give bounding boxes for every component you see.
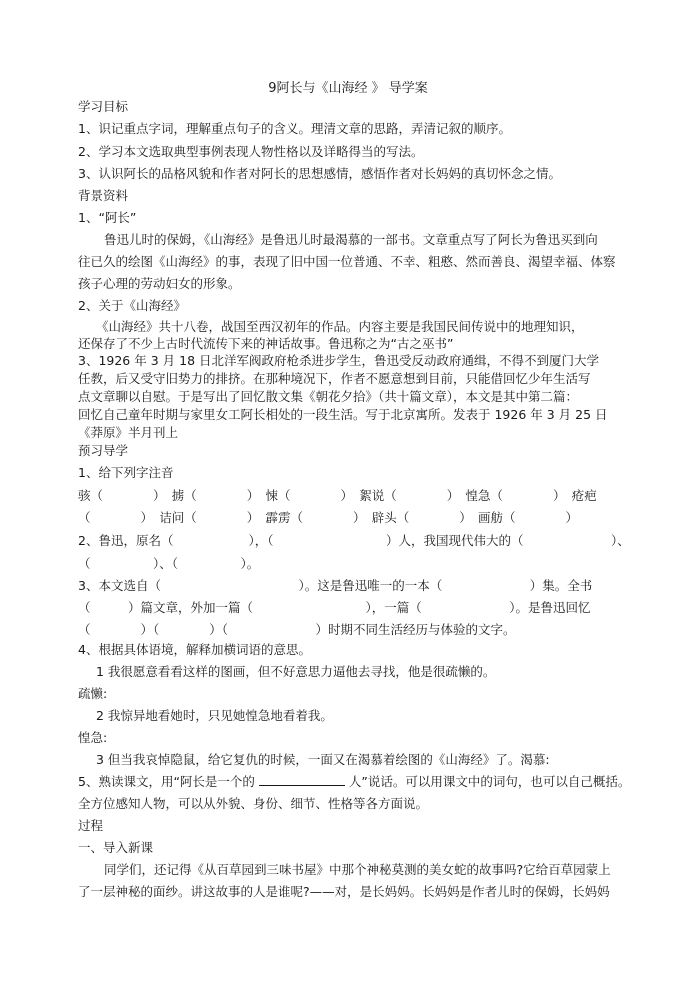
process-step-1: 一、导入新课 [78, 840, 154, 855]
paragraph-line: 回忆自己童年时期与家里女工阿长相处的一段生活。写于北京寓所。发表于 1926 年 3 月 25 日 [78, 407, 608, 422]
paragraph-line: 还保存了不少上古时代流传下来的神话故事。鲁迅称之为“古之巫书” [78, 336, 454, 351]
paragraph-line: 往已久的绘图《山海经》的事，表现了旧中国一位普通、不幸、粗憨、然而善良、渴望幸福、体察 [78, 254, 616, 269]
paragraph-line: 任教，后又受守旧势力的排挤。在那种境况下，作者不愿意想到目前，只能借回忆少年生活写 [78, 371, 591, 386]
objective-1: 1、识记重点字词，理解重点句子的含义。理清文章的思路，弄清记叙的顺序。 [78, 121, 511, 136]
paragraph-line: 孩子心理的劳动妇女的形象。 [78, 276, 241, 291]
exercise-5 [78, 774, 638, 789]
background-item-3: 3、1926 年 3 月 18 日北洋军阀政府枪杀进步学生，鲁迅受反动政府通缉，不得不到厦门大学 [78, 353, 599, 368]
objective-3: 3、认识阿长的品格风貌和作者对阿长的思想感情，感悟作者对长妈妈的真切怀念之情。 [78, 166, 561, 181]
exercise-3: 3、本文选自（ ）。这是鲁迅唯一的一本（ ）集。全书 [78, 578, 593, 593]
exercise-4-heading: 4、根据具体语境，解释加横词语的意思。 [78, 642, 311, 657]
paragraph-line: 点文章聊以自慰。于是写出了回忆散文集《朝花夕拾》（共十篇文章），本文是其中第二篇： [78, 389, 579, 404]
paragraph-line: 鲁迅儿时的保姆，《山海经》是鲁迅儿时最渴慕的一部书。文章重点写了阿长为鲁迅买到向 [104, 232, 598, 247]
exercise-5-suffix: 人”说话。可以用课文中的词句，也可以自己概括。 [348, 774, 631, 789]
answer-blank [259, 774, 345, 786]
exercise-label: 惶急: [78, 730, 108, 745]
paragraph-line: 《山海经》共十八卷，战国至西汉初年的作品。内容主要是我国民间传说中的地理知识， [96, 319, 584, 334]
page-title: 9阿长与《山海经 》 导学案 [268, 81, 428, 96]
section-heading-preview: 预习导学 [78, 443, 129, 458]
section-heading-objectives: 学习目标 [78, 99, 129, 114]
exercise-label: 疏懒: [78, 686, 108, 701]
section-heading-process: 过程 [78, 818, 104, 833]
exercise-sentence: 1 我很愿意看看这样的图画，但不好意思力逼他去寻找，他是很疏懒的。 [96, 664, 496, 679]
exercise-line: （ ） 诘问（ ） 霹雳（ ） 辟头（ ） 画舫（ ） [78, 510, 579, 525]
exercise-sentence: 3 但当我哀悼隐鼠，给它复仇的时候，一面又在渴慕着绘图的《山海经》了。渴慕: [96, 752, 550, 767]
section-heading-background: 背景资料 [78, 188, 129, 203]
exercise-sentence: 2 我惊异地看她时，只见她惶急地看着我。 [96, 708, 333, 723]
objective-2: 2、学习本文选取典型事例表现人物性格以及详略得当的写法。 [78, 144, 424, 159]
background-item-2: 2、关于《山海经》 [78, 298, 186, 313]
exercise-line: （ ）（ ）（ ）时期不同生活经历与体验的文字。 [78, 622, 516, 637]
exercise-line: 全方位感知人物，可以从外貌、身份、细节、性格等各方面说。 [78, 796, 429, 811]
exercise-line: 骇（ ） 掳（ ） 悚（ ） 絮说（ ） 惶急（ ） 疮疤 [78, 488, 597, 503]
paragraph-line: 了一层神秘的面纱。讲这故事的人是谁呢?——对，是长妈妈。长妈妈是作者儿时的保姆，长妈妈 [78, 884, 610, 899]
exercise-line: （ ）篇文章，外加一篇（ ），一篇（ ）。是鲁迅回忆 [78, 600, 591, 615]
paragraph-line: 同学们，还记得《从百草园到三味书屋》中那个神秘莫测的美女蛇的故事吗?它给百草园蒙上 [104, 862, 611, 877]
background-item-1: 1、“阿长” [78, 210, 137, 225]
paragraph-line: 《莽原》半月刊上 [78, 425, 179, 440]
exercise-2: 2、鲁迅，原名（ ），（ ）人，我国现代伟大的（ ）、 [78, 533, 630, 548]
exercise-5-prefix: 5、熟读课文，用“阿长是一个的 [78, 774, 255, 789]
exercise-1-heading: 1、给下列字注音 [78, 465, 174, 480]
exercise-line: （ ）、（ ）。 [78, 556, 260, 571]
